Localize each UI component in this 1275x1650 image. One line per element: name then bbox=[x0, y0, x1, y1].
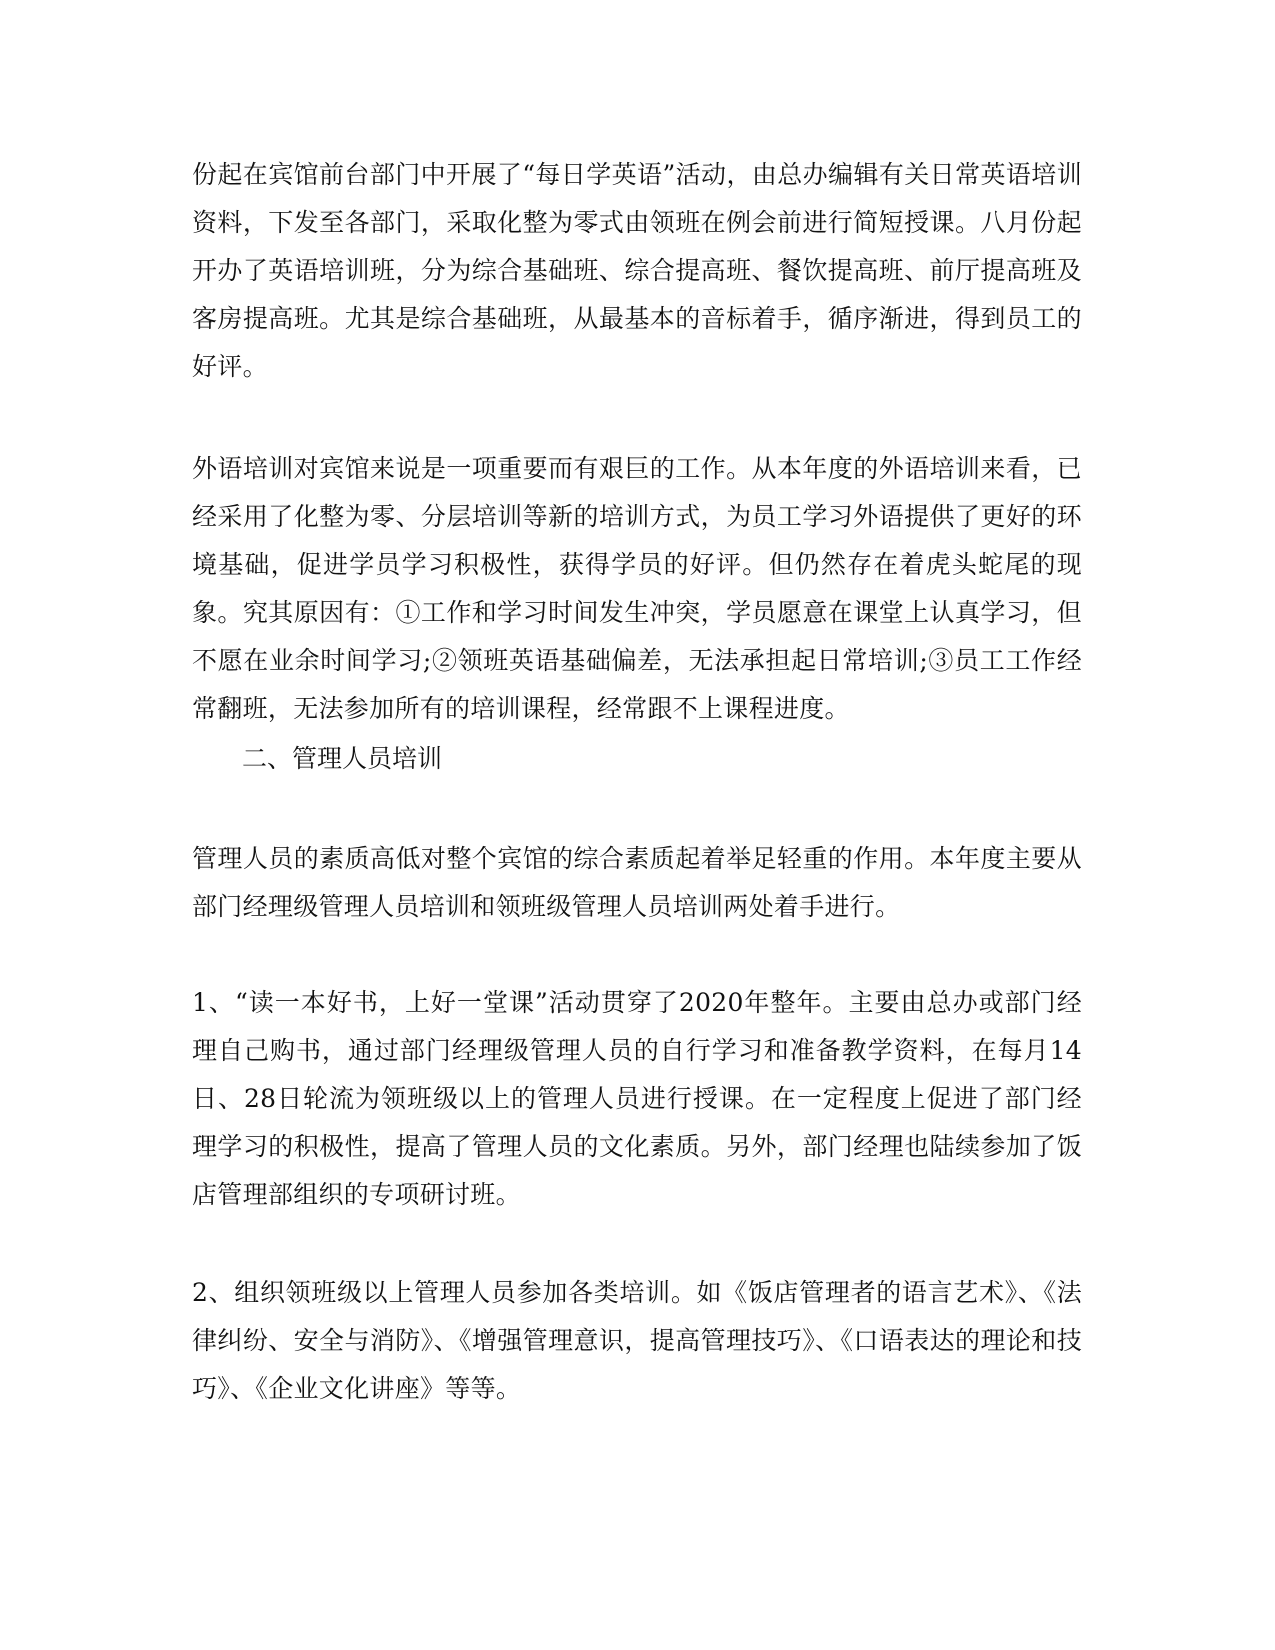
section-heading-management-training: 二、管理人员培训 bbox=[242, 744, 443, 773]
paragraph-foreign-language-training-review: 外语培训对宾馆来说是一项重要而有艰巨的工作。从本年度的外语培训来看，已经采用了化整为零、分层培训等新的培训方式，为员工学习外语提供了更好的环境基础，促进学员学习积极性，获得学员的好评。但仍然存在着虎头蛇尾的现象。究其原因有：①工作和学习时间发生冲突，学员愿意在课堂上认真学习，但不愿在业余时间学习;②领班英语基础偏差，无法承担起日常培训;③员工工作经常翻班，无法参加所有的培训课程，经常跟不上课程进度。 bbox=[192, 454, 1082, 723]
paragraph-english-training-activities: 份起在宾馆前台部门中开展了“每日学英语”活动，由总办编辑有关日常英语培训资料，下发至各部门，采取化整为零式由领班在例会前进行简短授课。八月份起开办了英语培训班，分为综合基础班、综合提高班、餐饮提高班、前厅提高班及客房提高班。尤其是综合基础班，从最基本的音标着手，循序渐进，得到员工的好评。 bbox=[192, 160, 1082, 381]
paragraph-reading-activity: 1、“读一本好书，上好一堂课”活动贯穿了2020年整年。主要由总办或部门经理自己购书，通过部门经理级管理人员的自行学习和准备教学资料，在每月14日、28日轮流为领班级以上的管理人员进行授课。在一定程度上促进了部门经理学习的积极性，提高了管理人员的文化素质。另外，部门经理也陆续参加了饭店管理部组织的专项研讨班。 bbox=[192, 988, 1082, 1209]
paragraph-management-training-intro: 管理人员的素质高低对整个宾馆的综合素质起着举足轻重的作用。本年度主要从部门经理级管理人员培训和领班级管理人员培训两处着手进行。 bbox=[192, 844, 1082, 921]
paragraph-training-courses: 2、组织领班级以上管理人员参加各类培训。如《饭店管理者的语言艺术》、《法律纠纷、安全与消防》、《增强管理意识，提高管理技巧》、《口语表达的理论和技巧》、《企业文化讲座》等等。 bbox=[192, 1278, 1082, 1403]
